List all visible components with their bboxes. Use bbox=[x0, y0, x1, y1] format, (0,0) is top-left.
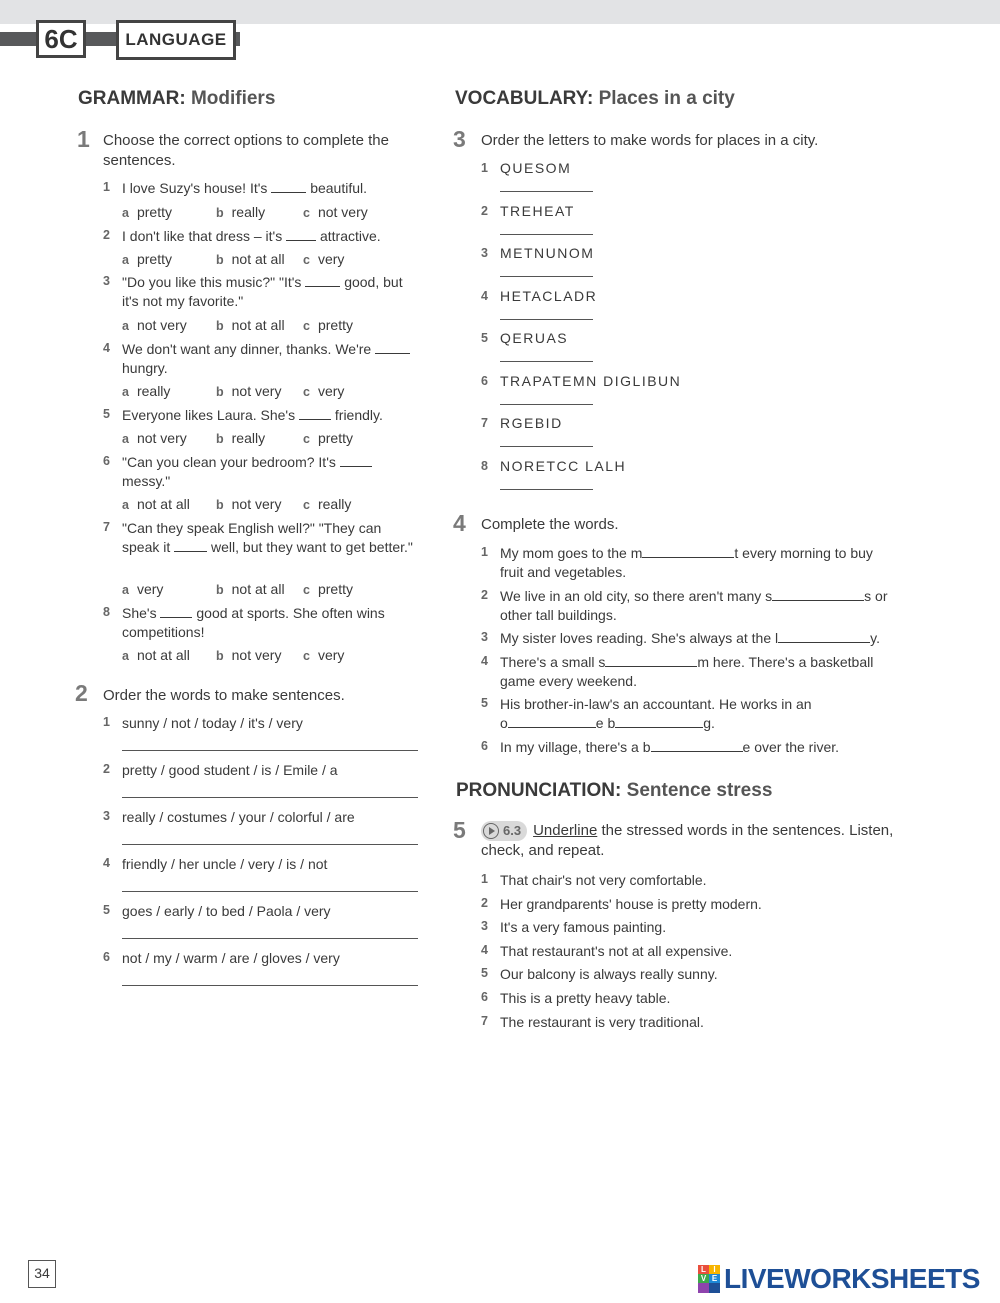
item-number: 8 bbox=[103, 605, 110, 619]
sentence-continued: other tall buildings. bbox=[500, 607, 617, 623]
sentence-end: good, but it's not my favorite." bbox=[122, 274, 403, 309]
sentence bbox=[500, 653, 920, 691]
item-number: 3 bbox=[481, 919, 488, 934]
answer-blank[interactable] bbox=[340, 454, 372, 467]
logo-tile: I bbox=[709, 1265, 720, 1274]
option-text: really bbox=[317, 496, 352, 512]
exercise-2-number: 2 bbox=[75, 680, 88, 706]
option-c[interactable] bbox=[303, 250, 344, 270]
item-number: 4 bbox=[481, 942, 488, 957]
sentence-start: "Can they speak English well?" "They can speak it bbox=[122, 520, 382, 555]
exercise-5-number: 5 bbox=[453, 817, 466, 843]
answer-line[interactable] bbox=[500, 361, 593, 362]
word-part: e b bbox=[595, 715, 616, 731]
option-text: very bbox=[317, 383, 345, 399]
word-prompt: really / costumes / your / colorful / are bbox=[122, 809, 355, 825]
option-text: not very bbox=[231, 496, 282, 512]
option-text: not at all bbox=[231, 317, 285, 333]
answer-line[interactable] bbox=[500, 489, 593, 490]
logo-tile: E bbox=[709, 1274, 720, 1283]
logo-tile: V bbox=[698, 1274, 709, 1283]
option-letter: b bbox=[216, 498, 224, 512]
logo-tile bbox=[709, 1283, 720, 1293]
play-icon bbox=[483, 823, 499, 839]
item-number: 7 bbox=[481, 416, 488, 430]
option-letter: b bbox=[216, 432, 224, 446]
item-number: 3 bbox=[481, 630, 488, 644]
item-number: 5 bbox=[103, 903, 110, 917]
item-number: 4 bbox=[481, 288, 488, 303]
unit-label: 6C bbox=[36, 20, 86, 58]
word-end: g. bbox=[703, 715, 715, 731]
answer-blank[interactable] bbox=[174, 539, 207, 552]
item-number: 1 bbox=[481, 161, 488, 175]
option-text: not at all bbox=[136, 496, 190, 512]
answer-blank[interactable] bbox=[778, 630, 870, 643]
option-c[interactable] bbox=[303, 495, 351, 515]
item-number: 4 bbox=[103, 341, 110, 355]
option-b[interactable] bbox=[216, 495, 281, 515]
word-prompt: friendly / her uncle / very / is / not bbox=[122, 856, 328, 872]
option-letter: c bbox=[303, 498, 310, 512]
anagram: NORETCC LALH bbox=[500, 457, 627, 474]
sentence-end: messy." bbox=[122, 473, 171, 489]
options-row bbox=[0, 646, 430, 665]
option-letter: c bbox=[303, 583, 310, 597]
exercise-3-instruction: Order the letters to make words for places in a city. bbox=[481, 132, 819, 149]
option-text: not very bbox=[136, 317, 187, 333]
sentence bbox=[122, 519, 422, 557]
sentence-end: beautiful. bbox=[310, 180, 368, 196]
item-number: 5 bbox=[481, 331, 488, 345]
answer-line[interactable] bbox=[122, 891, 418, 892]
anagram: QERUAS bbox=[500, 330, 569, 346]
sentence-start: My mom goes to the m bbox=[500, 545, 643, 561]
section-label: LANGUAGE bbox=[116, 20, 236, 60]
sentence bbox=[500, 629, 920, 648]
option-letter: b bbox=[216, 583, 224, 597]
word-prompt: sunny / not / today / it's / very bbox=[122, 715, 303, 731]
sentence bbox=[122, 453, 422, 491]
option-letter: c bbox=[303, 206, 310, 220]
option-text: pretty bbox=[136, 204, 172, 220]
sentence-end: attractive. bbox=[319, 228, 381, 244]
option-text: really bbox=[231, 430, 266, 446]
item-number: 3 bbox=[103, 809, 110, 823]
answer-blank[interactable] bbox=[305, 274, 340, 287]
page-number: 34 bbox=[28, 1260, 56, 1288]
stress-sentence[interactable]: That chair's not very comfortable. bbox=[500, 872, 707, 888]
options-row bbox=[0, 250, 430, 269]
instruction-text-line2: check, and repeat. bbox=[481, 842, 605, 860]
answer-blank[interactable] bbox=[286, 228, 316, 241]
option-b[interactable] bbox=[216, 646, 281, 666]
item-number: 2 bbox=[481, 203, 488, 218]
options-row bbox=[0, 382, 430, 401]
option-a[interactable] bbox=[122, 203, 172, 223]
item-number: 3 bbox=[103, 274, 110, 288]
sentence-end: m here. There's a basketball bbox=[697, 654, 874, 670]
option-a[interactable] bbox=[122, 495, 190, 515]
word-prompt: not / my / warm / are / gloves / very bbox=[122, 950, 340, 966]
answer-blank[interactable] bbox=[299, 407, 331, 420]
option-letter: a bbox=[122, 319, 129, 333]
option-text: really bbox=[136, 383, 171, 399]
anagram: METNUNOM bbox=[500, 245, 595, 261]
item-number: 2 bbox=[481, 895, 488, 910]
item-number: 8 bbox=[481, 458, 488, 473]
sentence-start: We live in an old city, so there aren't many s bbox=[500, 588, 773, 604]
option-c[interactable] bbox=[303, 429, 353, 449]
word-start: o bbox=[500, 715, 508, 731]
sentence bbox=[500, 695, 920, 733]
option-a[interactable] bbox=[122, 316, 187, 336]
item-number: 2 bbox=[103, 762, 110, 776]
option-c[interactable] bbox=[303, 203, 368, 223]
answer-line[interactable] bbox=[500, 191, 593, 192]
item-number: 5 bbox=[481, 696, 488, 710]
grammar-heading: GRAMMAR: Modifiers bbox=[78, 88, 276, 109]
option-b[interactable] bbox=[216, 250, 285, 270]
options-row bbox=[0, 429, 430, 448]
answer-blank[interactable] bbox=[615, 715, 703, 728]
audio-track-number: 6.3 bbox=[503, 823, 522, 839]
option-a[interactable] bbox=[122, 646, 190, 666]
option-text: not very bbox=[231, 647, 282, 663]
option-a[interactable] bbox=[122, 382, 170, 402]
option-b[interactable] bbox=[216, 429, 265, 449]
anagram: RGEBID bbox=[500, 415, 563, 431]
answer-blank[interactable] bbox=[375, 341, 410, 354]
liveworksheets-icon bbox=[698, 1265, 720, 1293]
item-number: 6 bbox=[481, 739, 488, 753]
option-text: not at all bbox=[231, 251, 285, 267]
sentence-end: e over the river. bbox=[742, 739, 840, 755]
underline-word: Underline bbox=[533, 822, 598, 839]
option-b[interactable] bbox=[216, 382, 281, 402]
sentence-start: I don't like that dress – it's bbox=[122, 228, 283, 244]
sentence-end: good at sports. She often wins competitions! bbox=[122, 605, 385, 640]
answer-blank[interactable] bbox=[772, 588, 864, 601]
option-text: pretty bbox=[317, 430, 353, 446]
sentence bbox=[500, 544, 920, 582]
sentence-continued: fruit and vegetables. bbox=[500, 564, 627, 580]
sentence-start: In my village, there's a b bbox=[500, 739, 651, 755]
option-letter: b bbox=[216, 319, 224, 333]
anagram: HETACLADR bbox=[500, 287, 598, 304]
answer-line[interactable] bbox=[500, 319, 593, 320]
item-number: 6 bbox=[481, 990, 488, 1004]
instruction-text: the stressed words in the sentences. Listen, bbox=[601, 822, 894, 839]
sentence-end: t every morning to buy bbox=[734, 545, 873, 561]
answer-line[interactable] bbox=[500, 234, 593, 235]
item-number: 4 bbox=[481, 654, 488, 668]
sentence-continued: game every weekend. bbox=[500, 673, 637, 689]
option-c[interactable] bbox=[303, 580, 353, 600]
option-text: pretty bbox=[317, 317, 353, 333]
answer-blank[interactable] bbox=[651, 739, 743, 752]
sentence bbox=[122, 179, 422, 198]
option-text: not at all bbox=[231, 581, 285, 597]
option-text: very bbox=[136, 581, 164, 597]
option-letter: b bbox=[216, 649, 224, 663]
answer-line[interactable] bbox=[122, 750, 418, 751]
option-letter: c bbox=[303, 253, 310, 267]
exercise-4-instruction: Complete the words. bbox=[481, 516, 619, 533]
option-text: pretty bbox=[317, 581, 353, 597]
option-letter: a bbox=[122, 253, 129, 267]
item-number: 6 bbox=[103, 454, 110, 468]
item-number: 5 bbox=[103, 407, 110, 421]
liveworksheets-brand: LIVEWORKSHEETS bbox=[724, 1263, 980, 1294]
item-number: 2 bbox=[103, 228, 110, 242]
sentence-end: friendly. bbox=[334, 407, 383, 423]
liveworksheets-logo bbox=[698, 1262, 980, 1296]
option-text: not at all bbox=[136, 647, 190, 663]
options-row bbox=[0, 316, 430, 335]
pronunciation-heading: PRONUNCIATION: Sentence stress bbox=[456, 780, 773, 801]
answer-line[interactable] bbox=[122, 985, 418, 986]
item-number: 6 bbox=[103, 950, 110, 964]
sentence bbox=[122, 406, 422, 425]
answer-blank[interactable] bbox=[271, 180, 306, 193]
anagram: TRAPATEMN DIGLIBUN bbox=[500, 372, 682, 389]
item-number: 1 bbox=[103, 715, 110, 729]
option-letter: b bbox=[216, 385, 224, 399]
exercise-2-instruction: Order the words to make sentences. bbox=[103, 687, 345, 704]
option-letter: a bbox=[122, 206, 129, 220]
logo-tile: L bbox=[698, 1265, 709, 1274]
sentence-end: hungry. bbox=[122, 360, 168, 376]
option-b[interactable] bbox=[216, 580, 285, 600]
item-number: 5 bbox=[481, 966, 488, 981]
item-number: 7 bbox=[103, 520, 110, 534]
stress-sentence[interactable]: That restaurant's not at all expensive. bbox=[500, 942, 733, 959]
vocabulary-heading: VOCABULARY: Places in a city bbox=[455, 88, 735, 109]
option-a[interactable] bbox=[122, 580, 163, 600]
option-b[interactable] bbox=[216, 203, 265, 223]
option-letter: a bbox=[122, 432, 129, 446]
sentence-start: I love Suzy's house! It's bbox=[122, 180, 268, 196]
options-row bbox=[0, 495, 430, 514]
sentence-start: There's a small s bbox=[500, 654, 606, 670]
answer-line[interactable] bbox=[122, 797, 418, 798]
exercise-5-instruction bbox=[481, 821, 921, 861]
option-text: pretty bbox=[136, 251, 172, 267]
option-text: very bbox=[317, 647, 345, 663]
item-number: 3 bbox=[481, 246, 488, 260]
option-letter: c bbox=[303, 432, 310, 446]
word-prompt: goes / early / to bed / Paola / very bbox=[122, 903, 331, 919]
answer-line[interactable] bbox=[500, 404, 593, 405]
sentence-start: My sister loves reading. She's always at the l bbox=[500, 630, 779, 646]
exercise-1-number: 1 bbox=[77, 126, 90, 152]
option-a[interactable] bbox=[122, 429, 187, 449]
sentence-start: His brother-in-law's an accountant. He works in an bbox=[500, 696, 812, 712]
option-text: not very bbox=[317, 204, 368, 220]
option-text: not very bbox=[136, 430, 187, 446]
sentence-start: She's bbox=[122, 605, 157, 621]
option-letter: c bbox=[303, 319, 310, 333]
audio-button[interactable] bbox=[481, 821, 527, 841]
answer-line[interactable] bbox=[122, 938, 418, 939]
item-number: 6 bbox=[481, 373, 488, 388]
sentence bbox=[122, 340, 422, 378]
sentence-end: y. bbox=[870, 630, 880, 646]
answer-blank[interactable] bbox=[605, 654, 697, 667]
option-letter: a bbox=[122, 385, 129, 399]
sentence bbox=[122, 227, 422, 246]
option-c[interactable] bbox=[303, 316, 353, 336]
answer-line[interactable] bbox=[122, 844, 418, 845]
item-number: 1 bbox=[103, 180, 110, 194]
exercise-3-number: 3 bbox=[453, 126, 466, 152]
option-letter: c bbox=[303, 385, 310, 399]
option-text: very bbox=[317, 251, 345, 267]
answer-blank[interactable] bbox=[642, 545, 734, 558]
sentence bbox=[500, 738, 920, 757]
anagram: QUESOM bbox=[500, 160, 572, 176]
sentence-start: "Can you clean your bedroom? It's bbox=[122, 454, 336, 470]
sentence bbox=[122, 604, 422, 642]
item-number: 2 bbox=[481, 588, 488, 602]
answer-blank[interactable] bbox=[160, 605, 192, 618]
option-a[interactable] bbox=[122, 250, 172, 270]
stress-sentence[interactable]: This is a pretty heavy table. bbox=[500, 990, 671, 1006]
sentence bbox=[500, 587, 920, 625]
answer-blank[interactable] bbox=[508, 715, 596, 728]
item-number: 7 bbox=[481, 1013, 488, 1028]
option-c[interactable] bbox=[303, 646, 344, 666]
option-b[interactable] bbox=[216, 316, 285, 336]
option-letter: b bbox=[216, 206, 224, 220]
logo-tile bbox=[698, 1283, 709, 1293]
item-number: 1 bbox=[481, 872, 488, 886]
answer-line[interactable] bbox=[500, 276, 593, 277]
item-number: 1 bbox=[481, 545, 488, 559]
answer-line[interactable] bbox=[500, 446, 593, 447]
exercise-4-number: 4 bbox=[453, 510, 466, 536]
option-text: really bbox=[231, 204, 266, 220]
word-prompt: pretty / good student / is / Emile / a bbox=[122, 762, 338, 778]
sentence-end: s or bbox=[864, 588, 888, 604]
option-letter: a bbox=[122, 583, 129, 597]
option-letter: a bbox=[122, 498, 129, 512]
stress-sentence[interactable]: The restaurant is very traditional. bbox=[500, 1013, 704, 1030]
stress-sentence[interactable]: Our balcony is always really sunny. bbox=[500, 966, 718, 983]
sentence-start: "Do you like this music?" "It's bbox=[122, 274, 302, 290]
option-letter: c bbox=[303, 649, 310, 663]
exercise-1-instruction: Choose the correct options to complete the sentences. bbox=[103, 132, 389, 169]
anagram: TREHEAT bbox=[500, 202, 575, 219]
sentence-start: Everyone likes Laura. She's bbox=[122, 407, 296, 423]
option-letter: b bbox=[216, 253, 224, 267]
option-text: not very bbox=[231, 383, 282, 399]
sentence bbox=[122, 273, 422, 311]
options-row bbox=[0, 580, 430, 599]
sentence-start: We don't want any dinner, thanks. We're bbox=[122, 341, 372, 357]
item-number: 4 bbox=[103, 856, 110, 870]
option-c[interactable] bbox=[303, 382, 344, 402]
stress-sentence[interactable]: It's a very famous painting. bbox=[500, 919, 667, 936]
stress-sentence[interactable]: Her grandparents' house is pretty modern. bbox=[500, 895, 762, 912]
sentence-end: well, but they want to get better." bbox=[211, 539, 413, 555]
option-letter: a bbox=[122, 649, 129, 663]
options-row bbox=[0, 203, 430, 222]
